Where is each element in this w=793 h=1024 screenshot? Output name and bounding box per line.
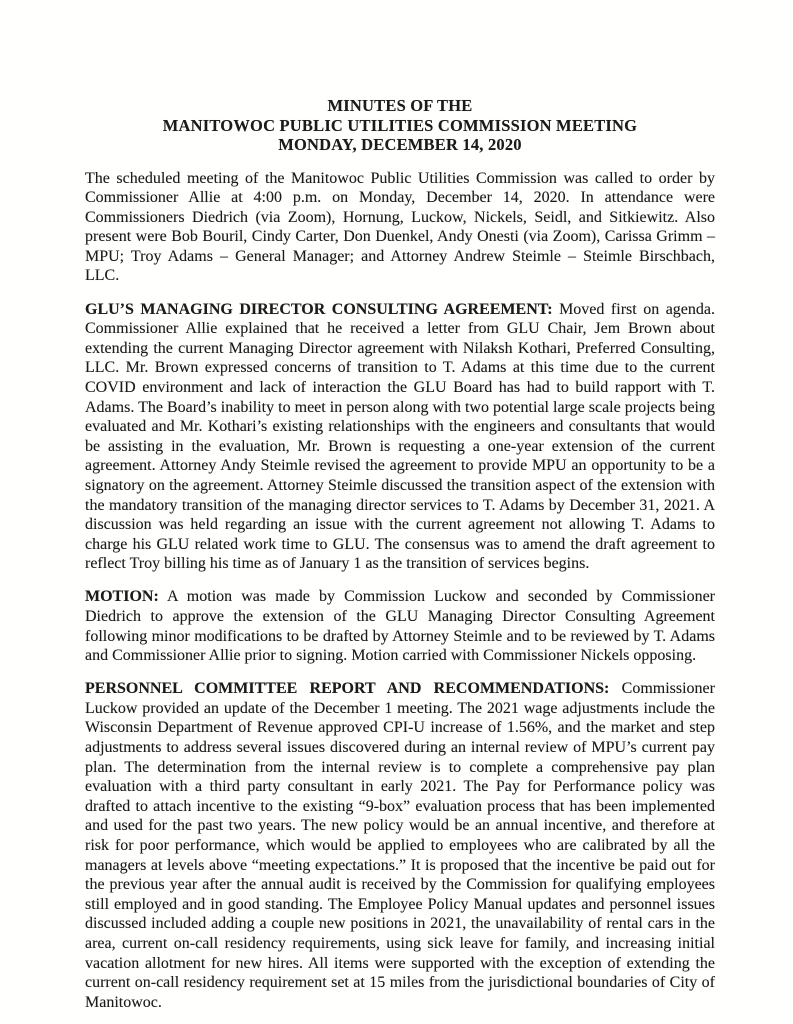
paragraph-body: Moved first on agenda. Commissioner Allie explained that he received a letter from GLU Chair, Jem Brown about extending the current Managing Director agreement with Nilaksh Kothari, Preferred Consulting, LLC. Mr. Brown expressed concerns of transition to T. Adams at this time due to the current COVID environment and lack of interaction the GLU Board has had to build rapport with T. Adams. The Board’s inability to meet in person along with two potential large scale projects being evaluated and Mr. Kothari’s existing relationships with the engineers and consultants that would be assisting in the evaluation, Mr. Brown is requesting a one-year extension of the current agreement. Attorney Andy Steimle revised the agreement to provide MPU an opportunity to be a signatory on the agreement. Attorney Steimle discussed the transition aspect of the extension with the mandatory transition of the managing director services to T. Adams by December 31, 2021. A discussion was held regarding an issue with the current agreement not allowing T. Adams to charge his GLU related work time to GLU. The consensus was to amend the draft agreement to reflect Troy billing his time as of January 1 as the transition of services begins. — [85, 300, 716, 573]
paragraph-body: A motion was made by Commission Luckow and seconded by Commissioner Diedrich to approve the extension of the GLU Managing Director Consulting Agreement following minor modifications to be drafted by Attorney Steimle and to be reviewed by T. Adams and Commissioner Allie prior to signing. Motion carried with Commissioner Nickels opposing. — [85, 588, 715, 665]
paragraph-body: Commissioner Luckow provided an update of the December 1 meeting. The 2021 wage adjustments include the Wisconsin Department of Revenue approved CPI-U increase of 1.56%, and the market and step adjustments to address several issues discovered during an internal review of MPU’s current pay plan. The determination from the internal review is to complete a comprehensive pay plan evaluation with a third party consultant in early 2021. The Pay for Performance policy was drafted to attach incentive to the existing “9-box” evaluation process that has been implemented and used for the past two years. The new policy would be an annual incentive, and therefore at risk for poor performance, which would be applied to employees who are calibrated by all the managers at levels above “meeting expectations.” It is proposed that the incentive be paid out for the previous year after the annual audit is received by the Commission for qualifying employees still employed and in good standing. The Employee Policy Manual updates and personnel issues discussed included adding a couple new positions in 2021, the unavailability of rental cars in the area, current on-call residency requirements, using sick leave for family, and increasing initial vacation allotment for new hires. All items were supported with the exception of extending the current on-call residency requirement set at 15 miles from the jurisdictional boundaries of City of Manitowoc. — [85, 680, 715, 1011]
paragraph-glu-agreement — [85, 300, 715, 574]
paragraph-motion — [85, 587, 715, 665]
title-line-1: MINUTES OF THE — [327, 96, 473, 115]
paragraph-personnel-committee — [85, 679, 715, 1012]
paragraph-call-to-order — [85, 169, 715, 287]
title-line-3: MONDAY, DECEMBER 14, 2020 — [278, 135, 522, 154]
title-line-2: MANITOWOC PUBLIC UTILITIES COMMISSION MEETING — [162, 115, 638, 135]
section-heading-personnel-committee: PERSONNEL COMMITTEE REPORT AND RECOMMENDATIONS: — [85, 680, 610, 698]
document-title — [85, 96, 715, 155]
section-heading-motion: MOTION: — [85, 588, 159, 606]
section-heading-glu-agreement: GLU’S MANAGING DIRECTOR CONSULTING AGREEMENT: — [85, 300, 553, 318]
paragraph-body: The scheduled meeting of the Manitowoc Public Utilities Commission was called to order by Commissioner Allie at 4:00 p.m. on Monday, December 14, 2020. In attendance were Commissioners Diedrich (via Zoom), Hornung, Luckow, Nickels, Seidl, and Sitkiewitz. Also present were Bob Bouril, Cindy Carter, Don Duenkel, Andy Onesti (via Zoom), Carissa Grimm – MPU; Troy Adams – General Manager; and Attorney Andrew Steimle – Steimle Birschbach, LLC. — [85, 169, 715, 285]
